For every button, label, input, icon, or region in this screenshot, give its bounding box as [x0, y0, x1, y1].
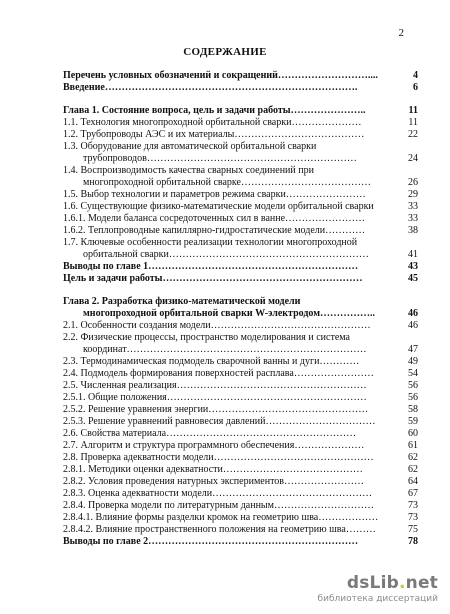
- toc-page-number: 75: [408, 524, 418, 535]
- toc-entry-title: 2.8.4.1. Влияние формы разделки кромок на геометрию шва………………: [63, 512, 379, 523]
- page-number: 2: [398, 27, 404, 39]
- toc-page-number: 56: [408, 392, 418, 403]
- toc-entry-continuation: координат………………………………………………………………: [83, 344, 367, 355]
- toc-entry-title: 1.4. Воспроизводимость качества сварных соединений при многопроходной орбитальной сварке…………………………………: [63, 165, 390, 189]
- toc-entry-continuation: орбитальной сварки……………………………………………………: [83, 249, 369, 260]
- toc-page-number: 49: [408, 356, 418, 367]
- watermark-subtitle: библиотека диссертаций: [317, 594, 438, 604]
- toc-page-number: 43: [408, 261, 418, 272]
- toc-entry: [63, 105, 418, 117]
- toc-entry-title: 2.8. Проверка адекватности модели…………………………………………: [63, 452, 374, 463]
- toc-page-number: 60: [408, 428, 418, 439]
- toc-entry-continuation: многопроходной орбитальной сварке…………………………………: [83, 177, 371, 188]
- toc-entry: [63, 165, 418, 189]
- toc-entry: [63, 488, 418, 500]
- toc-page-number: 78: [408, 536, 418, 547]
- toc-entry-title: Введение………………………………………………………………….: [63, 82, 358, 93]
- toc-entry: [63, 82, 418, 94]
- toc-page-number: 73: [408, 500, 418, 511]
- toc-entry: [63, 189, 418, 201]
- site-watermark: [318, 573, 438, 604]
- toc-entry-title: 2.8.4. Проверка модели по литературным данным…………………………: [63, 500, 374, 511]
- toc-entry-title: 2.2. Физические процессы, пространство моделирования и система координат………………………………………………………………: [63, 332, 390, 356]
- toc-entry-title: 2.1. Особенности создания модели…………………………………………: [63, 320, 371, 331]
- toc-chapter-2: [63, 296, 418, 548]
- toc-page-number: 46: [408, 320, 418, 331]
- toc-entry: [63, 392, 418, 404]
- toc-page-number: 41: [408, 249, 418, 260]
- toc-entry: [63, 368, 418, 380]
- toc-page-number: 59: [408, 416, 418, 427]
- toc-entry-title: 1.2. Трубопроводы АЭС и их материалы…………………………………: [63, 129, 365, 140]
- page-title: СОДЕРЖАНИЕ: [183, 46, 267, 58]
- toc-entry-title: 1.5. Выбор технологии и параметров режима сварки……………………: [63, 189, 366, 200]
- toc-entry-continuation: трубопроводов………………………………………………………: [83, 153, 357, 164]
- toc-entry-title: 2.8.1. Методики оценки адекватности……………………………………: [63, 464, 363, 475]
- toc-entry-title: 2.5.3. Решение уравнений равновесия давлений……………………………: [63, 416, 376, 427]
- toc-entry: [63, 404, 418, 416]
- toc-entry: [63, 524, 418, 536]
- toc-page-number: 47: [408, 344, 418, 355]
- toc-entry-title: Выводы по главе 1………………………………………………………: [63, 261, 359, 272]
- toc-page-number: 22: [408, 129, 418, 140]
- toc-entry: [63, 237, 418, 261]
- toc-entry-title: 2.8.2. Условия проведения натурных экспериментов……………………: [63, 476, 365, 487]
- toc-page-number: 67: [408, 488, 418, 499]
- toc-page-number: 73: [408, 512, 418, 523]
- toc-entry: [63, 428, 418, 440]
- toc-entry-title: 1.6. Существующие физико-математические модели орбитальной сварки: [63, 201, 374, 212]
- toc-entry: [63, 70, 418, 82]
- toc-entry: [63, 452, 418, 464]
- toc-entry-title: Перечень условных обозначений и сокращений………………………....: [63, 70, 378, 81]
- toc-entry-title: 1.6.1. Модели баланса сосредоточенных сил в ванне……………………: [63, 213, 366, 224]
- table-of-contents: [63, 70, 418, 548]
- toc-entry: [63, 464, 418, 476]
- toc-entry-title: 2.6. Свойства материала…………………………………………………: [63, 428, 357, 439]
- toc-page-number: 29: [408, 189, 418, 200]
- toc-entry-title: 2.7. Алгоритм и структура программного обеспечения…………………: [63, 440, 365, 451]
- toc-entry-title: 1.6.2. Теплопроводные капиллярно-гидростатические модели…………: [63, 225, 366, 236]
- toc-entry: [63, 512, 418, 524]
- toc-page-number: 11: [408, 117, 418, 128]
- toc-entry-title: Глава 1. Состояние вопроса, цель и задачи работы…………………..: [63, 105, 366, 116]
- toc-entry: [63, 261, 418, 273]
- toc-entry-continuation: многопроходной орбитальной сварки W-электродом……………..: [83, 308, 376, 319]
- toc-entry: [63, 332, 418, 356]
- toc-front-matter: [63, 70, 418, 94]
- toc-page-number: 6: [413, 82, 418, 93]
- toc-entry-title: 1.3. Оборудование для автоматической орбитальной сварки трубопроводов………………………………………………………: [63, 141, 390, 165]
- toc-entry: [63, 440, 418, 452]
- toc-entry-title: 2.4. Подмодель формирования поверхностей расплава……………………: [63, 368, 374, 379]
- toc-page-number: 26: [408, 177, 418, 188]
- toc-page-number: 33: [408, 213, 418, 224]
- toc-page-number: 61: [408, 440, 418, 451]
- toc-page-number: 54: [408, 368, 418, 379]
- toc-entry: [63, 320, 418, 332]
- toc-page-number: 62: [408, 464, 418, 475]
- dslib-logo: dsLib.net: [346, 573, 438, 593]
- toc-entry: [63, 213, 418, 225]
- toc-page-number: 24: [408, 153, 418, 164]
- toc-entry: [63, 117, 418, 129]
- toc-entry: [63, 416, 418, 428]
- toc-entry-title: 2.5. Численная реализация…………………………………………………: [63, 380, 367, 391]
- toc-page-number: 46: [408, 308, 418, 319]
- toc-entry: [63, 536, 418, 548]
- toc-entry: [63, 129, 418, 141]
- toc-entry-title: 2.5.2. Решение уравнения энергии…………………………………………: [63, 404, 369, 415]
- toc-page-number: 38: [408, 225, 418, 236]
- toc-entry: [63, 296, 418, 320]
- toc-entry-title: Цель и задачи работы……………………………………………………: [63, 273, 363, 284]
- toc-entry-title: Глава 2. Разработка физико-математической модели многопроходной орбитальной сварки W-электродом……………..: [63, 296, 390, 320]
- toc-entry: [63, 356, 418, 368]
- toc-page-number: 58: [408, 404, 418, 415]
- toc-entry-title: 1.7. Ключевые особенности реализации технологии многопроходной орбитальной сварки……………………………………………………: [63, 237, 390, 261]
- toc-entry-title: Выводы по главе 2………………………………………………………: [63, 536, 359, 547]
- toc-page-number: 62: [408, 452, 418, 463]
- toc-chapter-1: [63, 105, 418, 285]
- toc-page-number: 33: [408, 201, 418, 212]
- toc-entry: [63, 225, 418, 237]
- toc-entry-title: 2.5.1. Общие положения……………………………………………………: [63, 392, 367, 403]
- toc-entry: [63, 500, 418, 512]
- toc-entry-title: 2.8.4.2. Влияние пространственного положения на геометрию шва………: [63, 524, 376, 535]
- toc-entry: [63, 476, 418, 488]
- toc-entry-title: 2.8.3. Оценка адекватности модели…………………………………………: [63, 488, 373, 499]
- toc-entry: [63, 273, 418, 285]
- toc-page-number: 45: [408, 273, 418, 284]
- toc-page-number: 64: [408, 476, 418, 487]
- toc-page-number: 4: [413, 70, 418, 81]
- toc-page-number: 56: [408, 380, 418, 391]
- toc-entry: [63, 380, 418, 392]
- toc-entry: [63, 201, 418, 213]
- toc-entry-title: 2.3. Термодинамическая подмодель сварочной ванны и дуги…………: [63, 356, 360, 367]
- toc-entry-title: 1.1. Технология многопроходной орбитальной сварки…………………: [63, 117, 362, 128]
- toc-entry: [63, 141, 418, 165]
- toc-page-number: 11: [408, 105, 418, 116]
